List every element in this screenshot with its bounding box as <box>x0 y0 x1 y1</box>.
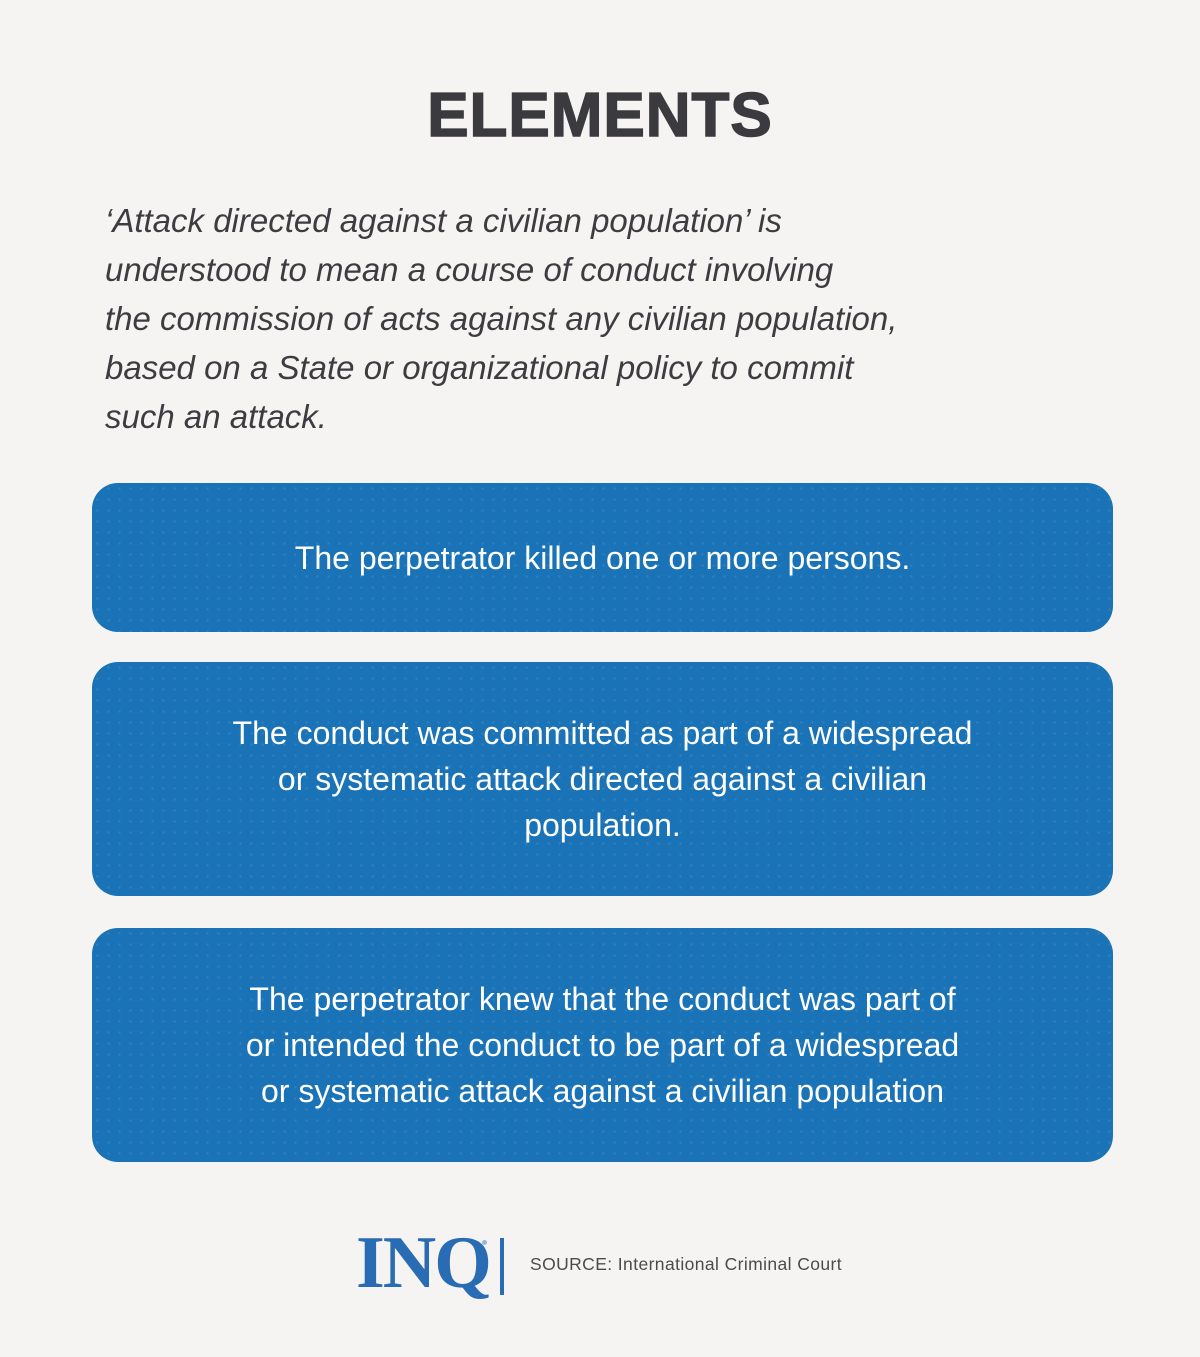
element-box-killing <box>92 483 1113 632</box>
element-box-knowledge <box>92 928 1113 1162</box>
element-box-text: or systematic attack directed against a civilian <box>277 761 928 797</box>
intro-line: such an attack. <box>105 398 327 435</box>
element-box-text: The perpetrator killed one or more persons. <box>294 539 911 576</box>
intro-line: based on a State or organizational policy to commit <box>105 349 854 386</box>
intro-line: ‘Attack directed against a civilian population’ is <box>105 202 782 239</box>
intro-paragraph <box>105 196 1115 441</box>
source-attribution: SOURCE: International Criminal Court <box>530 1254 843 1274</box>
element-box-text: The conduct was committed as part of a widespread <box>232 715 973 751</box>
logo-dot <box>482 1240 487 1245</box>
element-box-text: population. <box>524 807 681 843</box>
element-box-widespread-attack <box>92 662 1113 896</box>
element-box-text: or systematic attack against a civilian population <box>260 1073 944 1109</box>
element-box-text: The perpetrator knew that the conduct was part of <box>249 981 956 1017</box>
intro-line: the commission of acts against any civilian population, <box>105 300 898 337</box>
footer <box>0 1222 1200 1308</box>
intro-line: understood to mean a course of conduct involving <box>105 251 834 288</box>
page-title: ELEMENTS <box>427 81 773 150</box>
inq-logo: INQ <box>356 1222 490 1304</box>
footer-divider <box>500 1238 504 1295</box>
element-box-text: or intended the conduct to be part of a widespread <box>245 1027 960 1063</box>
